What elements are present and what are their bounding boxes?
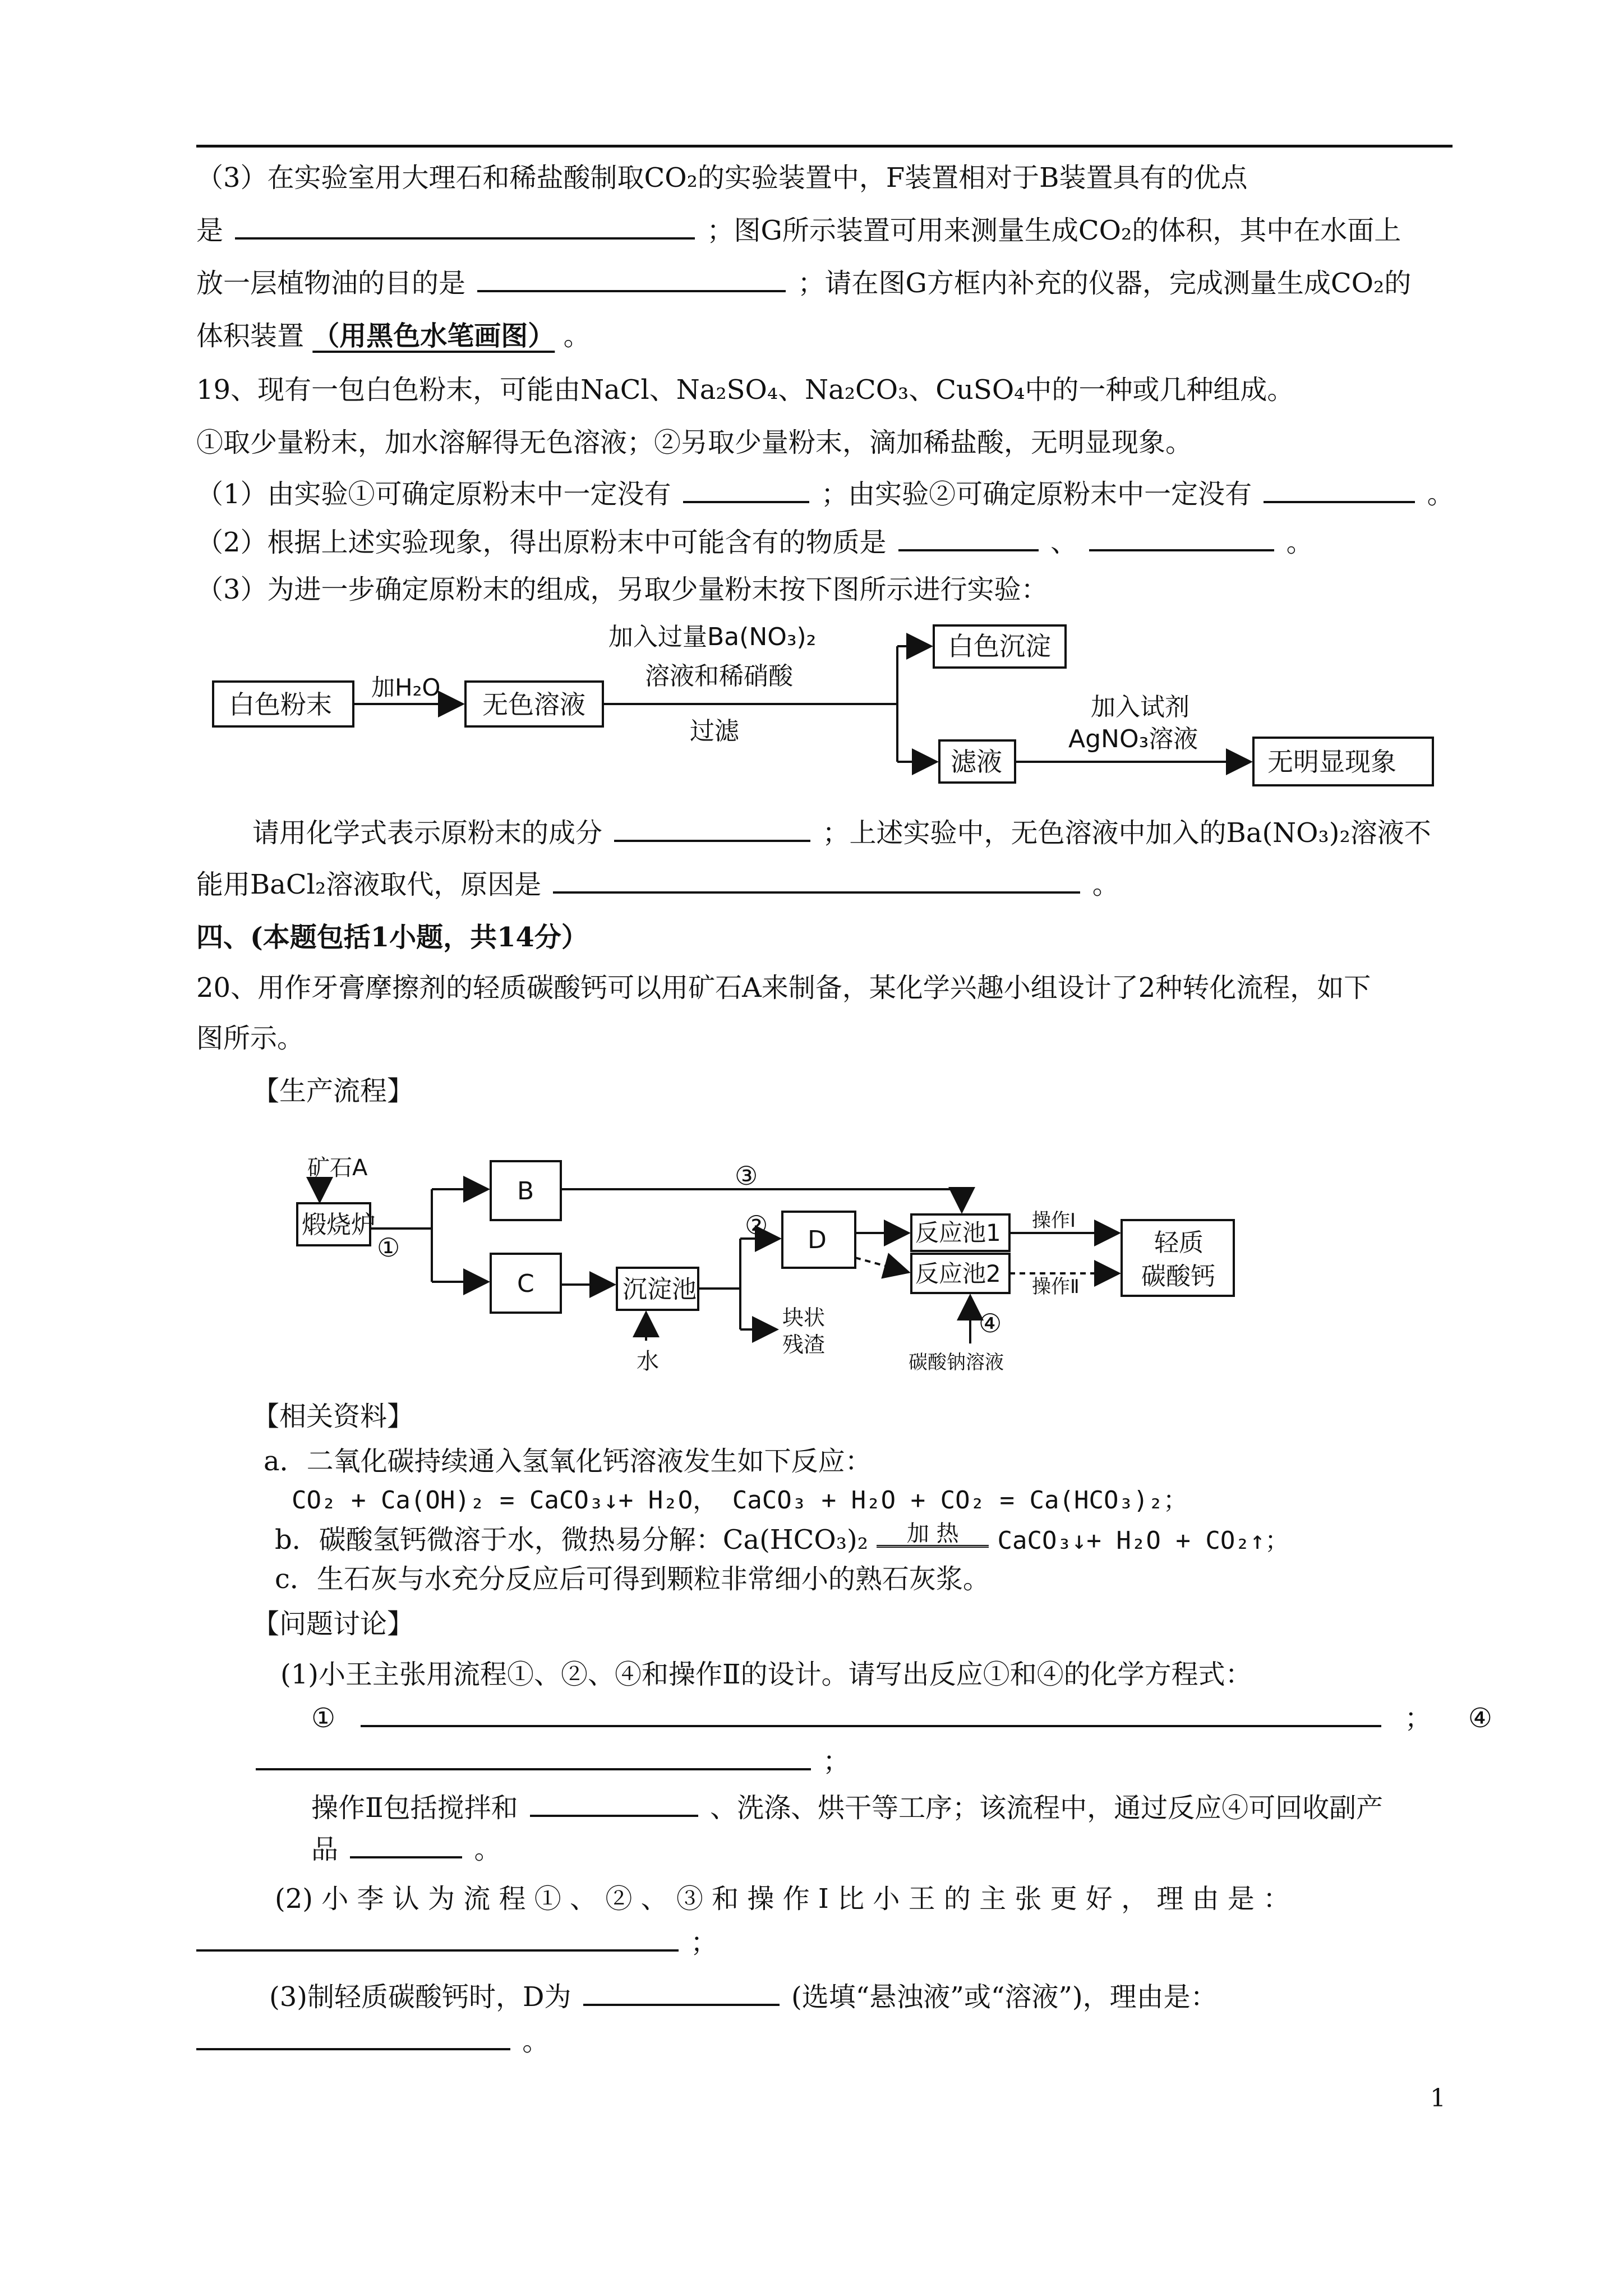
discussion-3-answer: [196, 2022, 1455, 2061]
label-filter: 过滤: [690, 717, 739, 746]
label-ore-a: 矿石A: [307, 1155, 368, 1181]
ref-b-text: b．碳酸氢钙微溶于水，微热易分解：Ca(HCO₃)₂: [275, 1524, 868, 1556]
answer-blank[interactable]: [477, 264, 786, 292]
label-add-reagent: 加入试剂: [1091, 693, 1189, 721]
q19-text: （2）根据上述实验现象，得出原粉末中可能含有的物质是: [196, 527, 887, 558]
production-flowchart: [247, 1122, 1267, 1386]
discussion-1-equations: [311, 1699, 1570, 1738]
q18-line-2: [196, 211, 1455, 250]
q18-line-4: [196, 316, 1455, 356]
answer-blank[interactable]: [683, 475, 809, 503]
discussion-1-eq4-line: [252, 1742, 1511, 1781]
q20-stem-1: 20、用作牙膏摩擦剂的轻质碳酸钙可以用矿石A来制备，某化学兴趣小组设计了2种转化流程，如下: [196, 972, 1371, 1004]
q19-text: 。: [1427, 478, 1454, 510]
answer-blank[interactable]: [196, 1924, 679, 1952]
label-product-2: 碳酸钙: [1141, 1262, 1215, 1291]
q18-instruction: （用黑色水笔画图）: [312, 320, 555, 352]
ref-b-equation: CaCO₃↓+ H₂O + CO₂↑；: [997, 1526, 1290, 1555]
discussion-2: (2) 小 李 认 为 流 程 ① 、 ② 、 ③ 和 操 作 Ⅰ 比 小 王 的 主 张 更 好 ， 理 由 是 ：: [275, 1883, 1290, 1915]
label-residue-1: 块状: [782, 1305, 826, 1330]
answer-blank[interactable]: [361, 1699, 1381, 1727]
label-add-water: 加H₂O: [371, 674, 441, 701]
discussion-1-byproduct: [311, 1830, 1570, 1869]
ref-item-b: [275, 1520, 1534, 1561]
q19-text: （1）由实验①可确定原粉末中一定没有: [196, 478, 671, 510]
label-water: 水: [637, 1349, 659, 1374]
ref-equation-a: CO₂ + Ca(OH)₂ = CaCO₃↓+ H₂O， CaCO₃ + H₂O + CO₂ = Ca(HCO₃)₂；: [292, 1486, 1188, 1515]
answer-blank[interactable]: [530, 1789, 698, 1817]
q19-text: 能用BaCl₂溶液取代，原因是: [196, 869, 542, 900]
q19-text: ；上述实验中，无色溶液中加入的Ba(NO₃)₂溶液不: [822, 817, 1431, 849]
ref-item-a: a．二氧化碳持续通入氢氧化钙溶液发生如下反应：: [264, 1446, 872, 1477]
answer-blank[interactable]: [583, 1978, 780, 2006]
step-marker-4: ④: [979, 1308, 1002, 1338]
q20-text: ；: [823, 1746, 850, 1777]
label-na2co3-solution: 碳酸钠溶液: [909, 1351, 1004, 1374]
label-white-precipitate: 白色沉淀: [948, 631, 1051, 661]
label-no-phenomenon: 无明显现象: [1267, 747, 1396, 777]
q18-line-1: （3）在实验室用大理石和稀盐酸制取CO₂的实验装置中，F装置相对于B装置具有的优点: [196, 162, 1248, 194]
page-number: 1: [1430, 2084, 1446, 2113]
q19-text: 、: [1050, 527, 1078, 558]
step-marker-1: ①: [377, 1232, 400, 1263]
label-white-powder: 白色粉末: [229, 689, 332, 720]
answer-blank[interactable]: [350, 1830, 462, 1858]
q20-text: ；: [1404, 1703, 1432, 1734]
q19-text: 。: [1286, 527, 1313, 558]
q18-text: 是: [196, 215, 224, 246]
arrow-d-to-pool-2: [855, 1258, 909, 1272]
q20-text: (3)制轻质碳酸钙时，D为: [269, 1981, 571, 2013]
q19-text: ；由实验②可确定原粉末中一定没有: [821, 478, 1252, 510]
answer-blank[interactable]: [196, 2022, 510, 2050]
ref-title: 【相关资料】: [252, 1401, 414, 1432]
label-reagent-2: 溶液和稀硝酸: [645, 662, 793, 691]
answer-blank[interactable]: [256, 1742, 811, 1770]
ref-item-c: c．生石灰与水充分反应后可得到颗粒非常细小的熟石灰浆。: [275, 1563, 990, 1595]
discussion-2-answer: [196, 1923, 1455, 1962]
label-reaction-pool-2: 反应池2: [915, 1260, 1001, 1287]
discussion-3: [269, 1977, 1528, 2017]
discussion-1: (1)小王主张用流程①、②、④和操作Ⅱ的设计。请写出反应①和④的化学方程式：: [280, 1659, 1252, 1690]
q18-text: 。: [563, 320, 591, 352]
label-settling-tank: 沉淀池: [623, 1275, 697, 1304]
q18-text: 放一层植物油的目的是: [196, 268, 466, 299]
q20-text: ；: [690, 1927, 718, 1958]
section-heading: 四、(本题包括1小题，共14分）: [196, 922, 588, 953]
q20-text: (选填“悬浊液”或“溶液”)，理由是：: [791, 1981, 1218, 2013]
q19-answer-line-1: [252, 813, 1455, 853]
label-filtrate: 滤液: [951, 747, 1002, 777]
flow-title: 【生产流程】: [252, 1075, 414, 1107]
answer-blank[interactable]: [898, 523, 1039, 551]
q19-part-3: （3）为进一步确定原粉末的组成，另取少量粉末按下图所示进行实验：: [196, 574, 1048, 605]
label-reagent-1: 加入过量Ba(NO₃)₂: [608, 623, 817, 651]
q20-text: 、洗涤、烘干等工序；该流程中，通过反应④可回收副产: [710, 1792, 1384, 1824]
label-operation-1: 操作Ⅰ: [1032, 1209, 1076, 1232]
answer-blank[interactable]: [1264, 475, 1415, 503]
label-product-1: 轻质: [1154, 1228, 1204, 1257]
label-c: C: [517, 1269, 534, 1298]
answer-blank[interactable]: [1089, 523, 1274, 551]
discussion-1-operation: [311, 1788, 1570, 1828]
answer-blank[interactable]: [614, 814, 810, 842]
label-colorless-solution: 无色溶液: [482, 689, 585, 720]
q19-text: 。: [1092, 869, 1119, 900]
header-rule: [196, 145, 1453, 148]
powder-test-flowchart: [208, 611, 1469, 802]
equation-4-marker: ④: [1468, 1703, 1492, 1734]
q18-line-3: [196, 264, 1455, 303]
q20-stem-2: 图所示。: [196, 1023, 305, 1054]
label-agno3-solution: AgNO₃溶液: [1068, 725, 1198, 753]
q19-experiment: ①取少量粉末，加水溶解得无色溶液；②另取少量粉末，滴加稀盐酸，无明显现象。: [196, 427, 1193, 458]
heat-condition: 加 热: [877, 1522, 989, 1548]
q19-part-2: [196, 523, 1455, 562]
label-d: D: [808, 1226, 827, 1254]
q20-text: 。: [474, 1834, 501, 1865]
label-reaction-pool-1: 反应池1: [915, 1219, 1001, 1246]
q19-answer-line-2: [196, 865, 1455, 904]
step-marker-2: ②: [745, 1210, 768, 1240]
label-b: B: [517, 1177, 534, 1205]
equation-1-marker: ①: [311, 1703, 336, 1734]
label-operation-2: 操作Ⅱ: [1032, 1276, 1080, 1298]
q20-text: 品: [311, 1834, 339, 1865]
q19-text: 请用化学式表示原粉末的成分: [252, 817, 603, 849]
q20-text: 操作Ⅱ包括搅拌和: [311, 1792, 518, 1824]
step-marker-3: ③: [735, 1161, 758, 1191]
answer-blank[interactable]: [553, 866, 1080, 894]
answer-blank[interactable]: [235, 211, 695, 240]
q18-text: 体积装置: [196, 320, 305, 352]
q19-part-1: [196, 475, 1455, 514]
label-furnace: 煅烧炉: [302, 1211, 376, 1239]
q18-text: ；图G所示装置可用来测量生成CO₂的体积，其中在水面上: [707, 215, 1401, 246]
discussion-title: 【问题讨论】: [252, 1608, 414, 1640]
q18-text: ；请在图G方框内补充的仪器，完成测量生成CO₂的: [797, 268, 1412, 299]
q20-text: 。: [522, 2026, 550, 2057]
label-residue-2: 残渣: [782, 1332, 826, 1357]
q19-stem: 19、现有一包白色粉末，可能由NaCl、Na₂SO₄、Na₂CO₃、CuSO₄中的一种或几种组成。: [196, 374, 1294, 406]
